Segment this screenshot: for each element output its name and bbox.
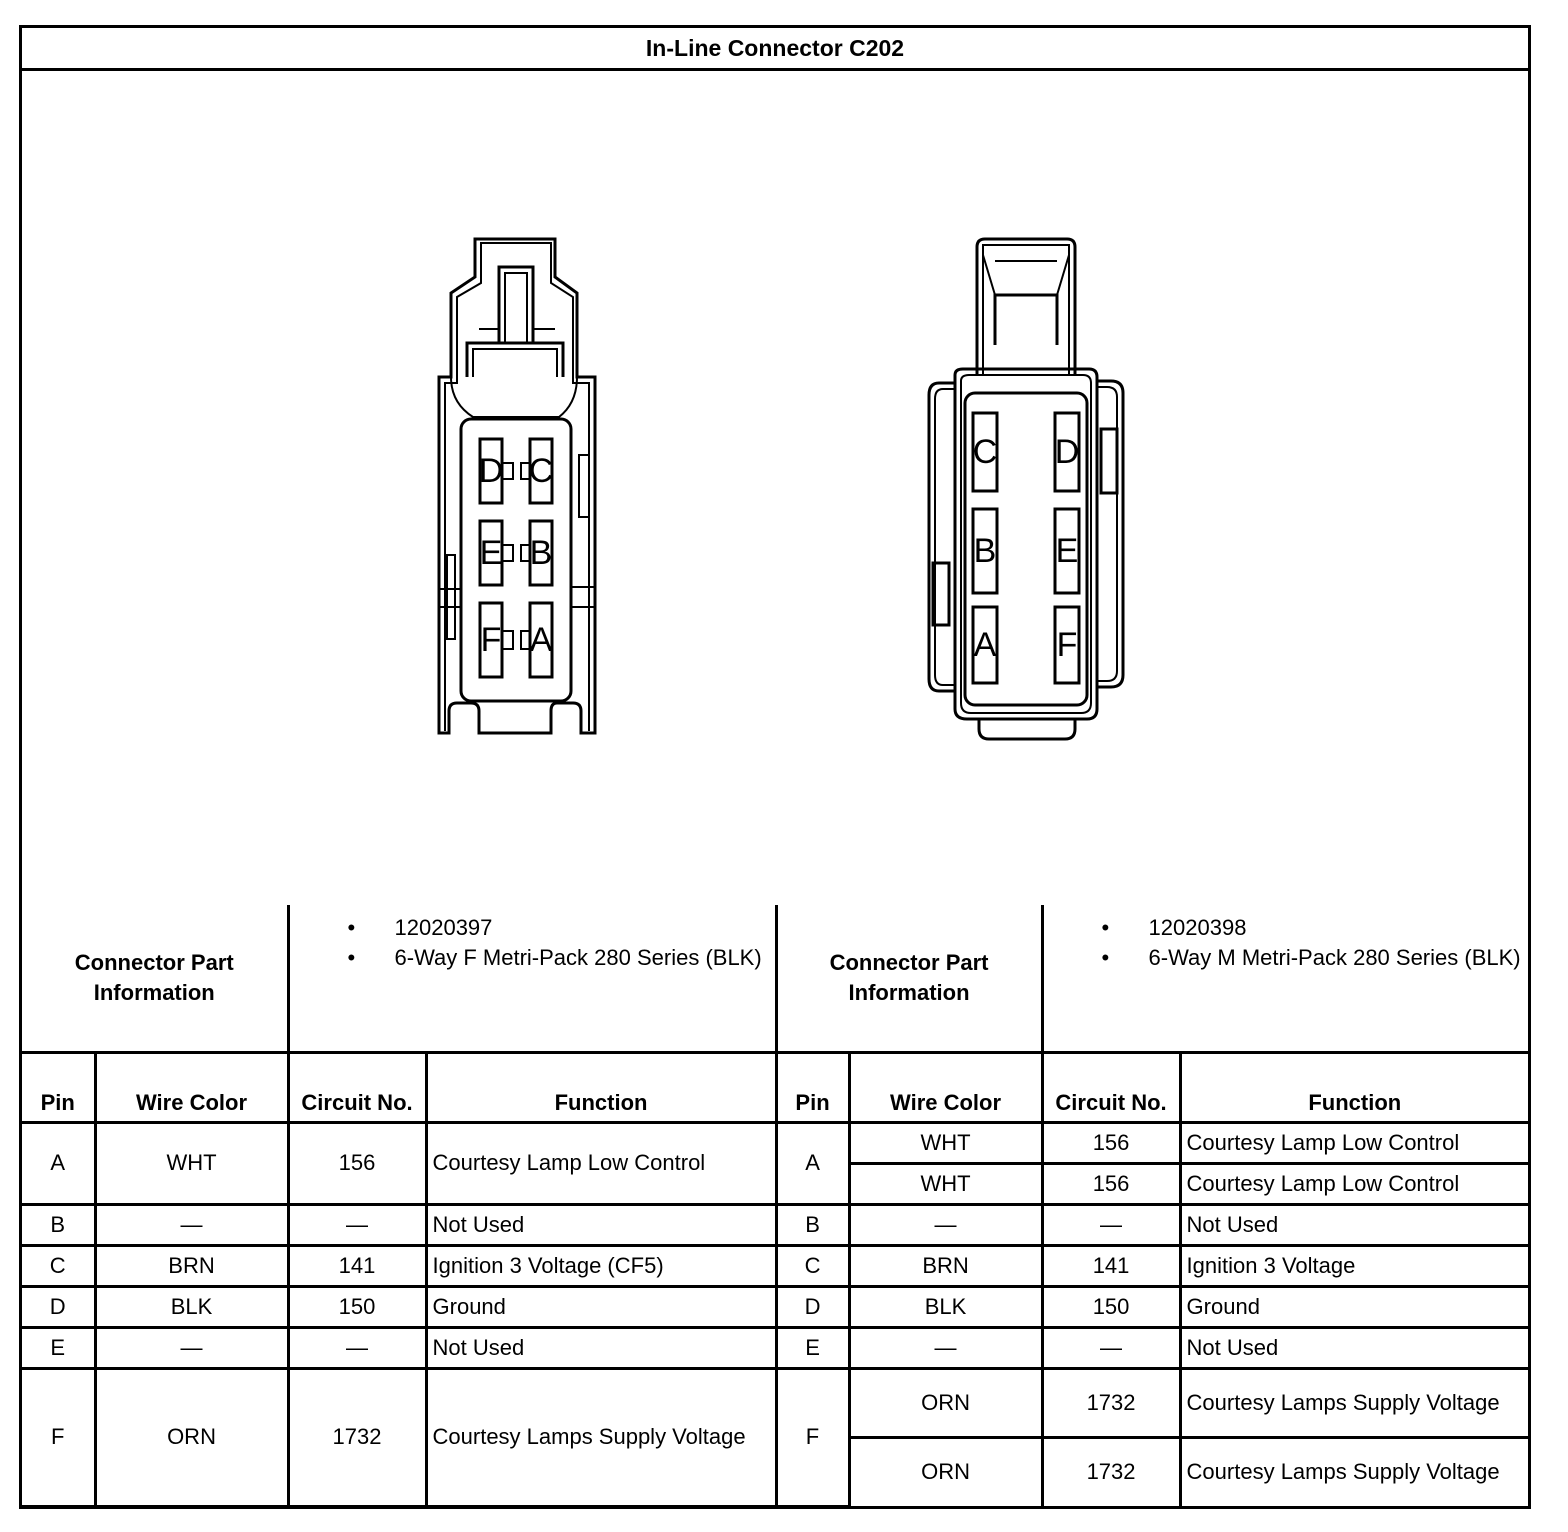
right-circuit: 156 bbox=[1042, 1122, 1180, 1163]
left-pin: D bbox=[22, 1286, 95, 1327]
right-wire-color: BLK bbox=[849, 1286, 1042, 1327]
female-pin-label: E bbox=[479, 534, 503, 572]
female-pin-label: F bbox=[480, 621, 502, 659]
left-wire-color: ORN bbox=[95, 1368, 288, 1506]
left-pin: E bbox=[22, 1327, 95, 1368]
header-pin: Pin bbox=[776, 1052, 849, 1122]
male-pin-label: E bbox=[1055, 532, 1079, 570]
left-wire-color: — bbox=[95, 1327, 288, 1368]
right-pin: D bbox=[776, 1286, 849, 1327]
left-circuit: 150 bbox=[288, 1286, 426, 1327]
female-pin-label: A bbox=[529, 621, 553, 659]
column-header-row bbox=[22, 1052, 1528, 1122]
left-function: Ground bbox=[426, 1286, 776, 1327]
male-pin-label: B bbox=[973, 532, 997, 570]
right-wire-color: — bbox=[849, 1204, 1042, 1245]
right-function: Not Used bbox=[1180, 1327, 1528, 1368]
right-function: Courtesy Lamps Supply Voltage bbox=[1180, 1437, 1528, 1506]
left-wire-color: — bbox=[95, 1204, 288, 1245]
male-connector-drawing bbox=[929, 239, 1123, 739]
female-pin-label: C bbox=[528, 452, 554, 490]
male-pin-label: D bbox=[1054, 433, 1080, 471]
header-circuit-no: Circuit No. bbox=[288, 1052, 426, 1122]
right-pin: A bbox=[776, 1122, 849, 1204]
right-circuit: — bbox=[1042, 1204, 1180, 1245]
part-info-row bbox=[22, 905, 1528, 1052]
right-wire-color: ORN bbox=[849, 1368, 1042, 1437]
left-wire-color: BLK bbox=[95, 1286, 288, 1327]
male-pin-label: F bbox=[1056, 626, 1078, 664]
header-function: Function bbox=[426, 1052, 776, 1122]
left-circuit: 156 bbox=[288, 1122, 426, 1204]
header-wire-color: Wire Color bbox=[95, 1052, 288, 1122]
header-wire-color: Wire Color bbox=[849, 1052, 1042, 1122]
left-circuit: — bbox=[288, 1204, 426, 1245]
right-circuit: 141 bbox=[1042, 1245, 1180, 1286]
left-pin: A bbox=[22, 1122, 95, 1204]
left-part-description: • 6-Way F Metri-Pack 280 Series (BLK) bbox=[348, 943, 775, 973]
connector-drawings bbox=[22, 71, 1528, 905]
right-wire-color: BRN bbox=[849, 1245, 1042, 1286]
left-function: Not Used bbox=[426, 1204, 776, 1245]
right-function: Ground bbox=[1180, 1286, 1528, 1327]
left-circuit: — bbox=[288, 1327, 426, 1368]
right-function: Courtesy Lamp Low Control bbox=[1180, 1122, 1528, 1163]
pinout-table bbox=[22, 905, 1528, 1508]
male-pin-label: C bbox=[972, 433, 998, 471]
right-function: Not Used bbox=[1180, 1204, 1528, 1245]
left-function: Courtesy Lamp Low Control bbox=[426, 1122, 776, 1204]
connector-drawing-area bbox=[22, 71, 1528, 905]
right-function: Courtesy Lamps Supply Voltage bbox=[1180, 1368, 1528, 1437]
left-part-number: • 12020397 bbox=[348, 913, 775, 943]
right-function: Ignition 3 Voltage bbox=[1180, 1245, 1528, 1286]
right-function: Courtesy Lamp Low Control bbox=[1180, 1163, 1528, 1204]
female-pin-label: D bbox=[478, 452, 504, 490]
right-wire-color: ORN bbox=[849, 1437, 1042, 1506]
left-circuit: 141 bbox=[288, 1245, 426, 1286]
left-wire-color: WHT bbox=[95, 1122, 288, 1204]
right-part-number: • 12020398 bbox=[1102, 913, 1529, 943]
right-part-description: • 6-Way M Metri-Pack 280 Series (BLK) bbox=[1102, 943, 1529, 973]
left-part-info bbox=[288, 905, 776, 1052]
header-function: Function bbox=[1180, 1052, 1528, 1122]
female-pin-label: B bbox=[529, 534, 553, 572]
table-row bbox=[22, 1327, 1528, 1368]
left-function: Ignition 3 Voltage (CF5) bbox=[426, 1245, 776, 1286]
right-circuit: 150 bbox=[1042, 1286, 1180, 1327]
header-pin: Pin bbox=[22, 1052, 95, 1122]
left-part-info-label: Connector Part Information bbox=[22, 905, 288, 1052]
right-wire-color: — bbox=[849, 1327, 1042, 1368]
page-title: In-Line Connector C202 bbox=[22, 28, 1528, 71]
right-wire-color: WHT bbox=[849, 1163, 1042, 1204]
female-connector-drawing bbox=[439, 239, 595, 733]
table-row bbox=[22, 1368, 1528, 1437]
left-pin: F bbox=[22, 1368, 95, 1506]
left-function: Courtesy Lamps Supply Voltage bbox=[426, 1368, 776, 1506]
right-circuit: 156 bbox=[1042, 1163, 1180, 1204]
table-row bbox=[22, 1204, 1528, 1245]
right-pin: C bbox=[776, 1245, 849, 1286]
right-circuit: 1732 bbox=[1042, 1437, 1180, 1506]
right-pin: F bbox=[776, 1368, 849, 1506]
left-pin: C bbox=[22, 1245, 95, 1286]
right-circuit: — bbox=[1042, 1327, 1180, 1368]
connector-sheet bbox=[19, 25, 1531, 1509]
right-part-info bbox=[1042, 905, 1528, 1052]
right-wire-color: WHT bbox=[849, 1122, 1042, 1163]
left-circuit: 1732 bbox=[288, 1368, 426, 1506]
male-pin-label: A bbox=[973, 626, 997, 664]
table-row bbox=[22, 1122, 1528, 1163]
table-row bbox=[22, 1286, 1528, 1327]
right-part-info-label: Connector Part Information bbox=[776, 905, 1042, 1052]
right-circuit: 1732 bbox=[1042, 1368, 1180, 1437]
right-pin: E bbox=[776, 1327, 849, 1368]
right-pin: B bbox=[776, 1204, 849, 1245]
table-row bbox=[22, 1245, 1528, 1286]
left-function: Not Used bbox=[426, 1327, 776, 1368]
left-wire-color: BRN bbox=[95, 1245, 288, 1286]
left-pin: B bbox=[22, 1204, 95, 1245]
header-circuit-no: Circuit No. bbox=[1042, 1052, 1180, 1122]
